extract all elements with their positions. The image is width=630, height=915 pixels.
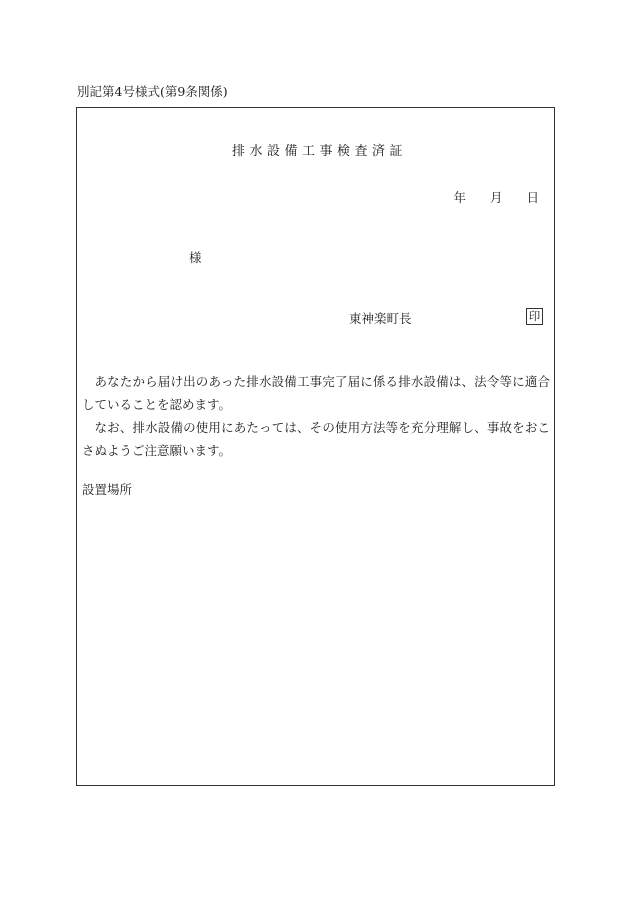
installation-location-label: 設置場所 [82,482,133,497]
date-year-label: 年 [453,190,466,205]
issuer-name: 東神楽町長 [349,311,412,326]
seal-mark: 印 [526,308,543,325]
issue-date [453,188,539,206]
form-number-label: 別記第4号様式(第9条関係) [77,84,228,99]
addressee-suffix: 様 [189,250,202,265]
date-day-label: 日 [526,190,539,205]
date-month-label: 月 [489,190,503,205]
document-title: 排水設備工事検査済証 [231,144,407,159]
certificate-frame [76,107,555,786]
certificate-body [82,370,550,462]
body-paragraph-caution: なお、排水設備の使用にあたっては、その使用方法等を充分理解し、事故をおこさぬようご注意願います。 [82,420,550,458]
body-paragraph-approval: あなたから届け出のあった排水設備工事完了届に係る排水設備は、法令等に適合していることを認めます。 [82,374,550,412]
